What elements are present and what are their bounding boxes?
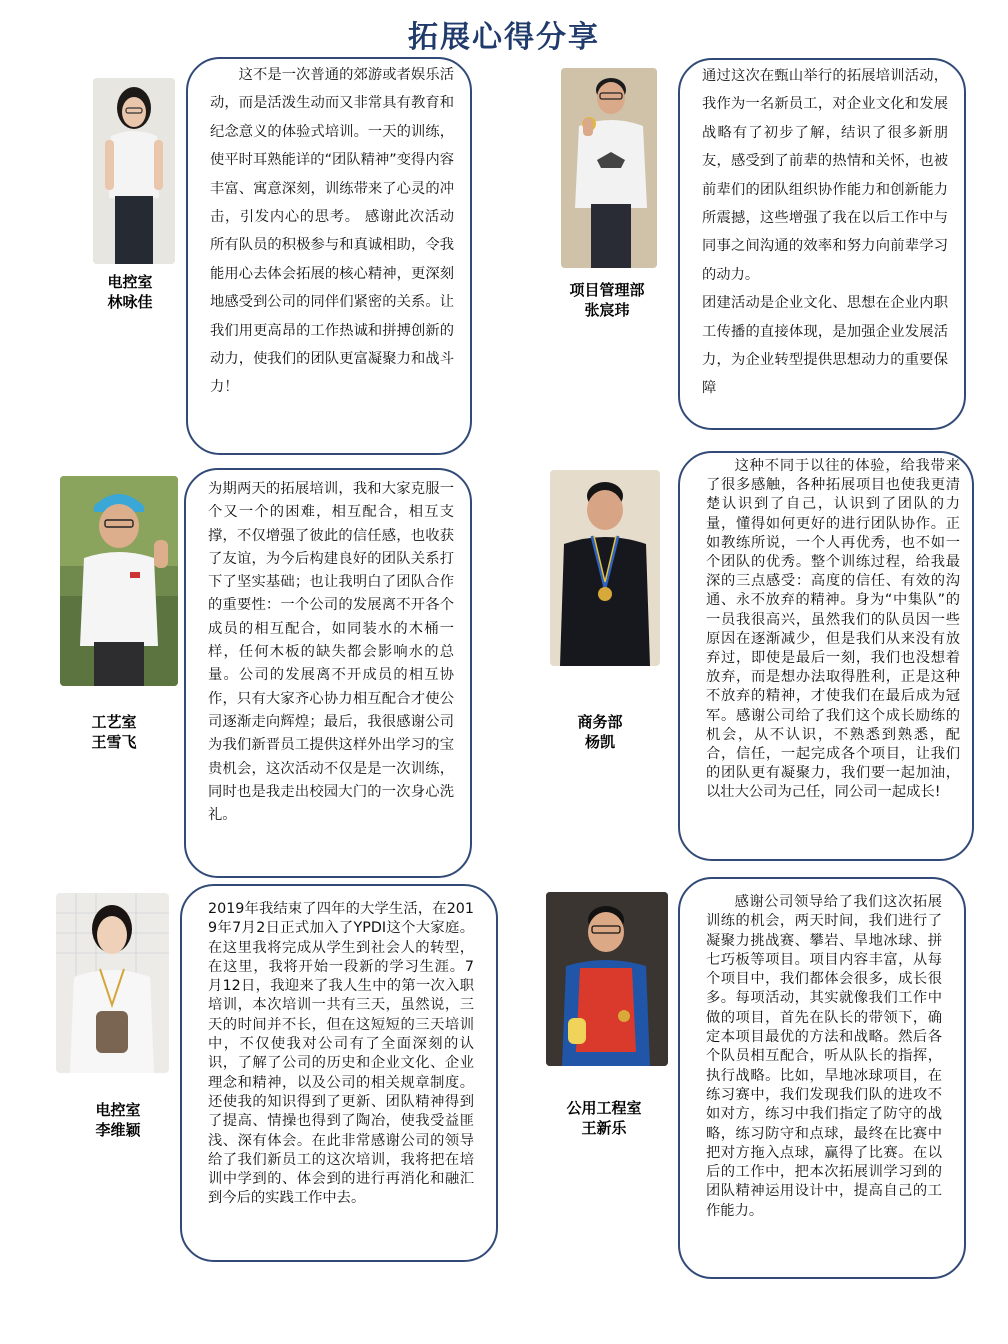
testimonial-bubble-lin-yongjia [186, 57, 472, 455]
department-label: 电控室 [107, 273, 153, 291]
person-name: 杨凯 [584, 733, 615, 751]
page-title: 拓展心得分享 [408, 20, 600, 55]
caption-li-weiying [66, 1100, 170, 1140]
person-name: 王雪飞 [91, 733, 137, 751]
person-name: 张宸玮 [584, 301, 630, 319]
caption-zhang-chenwei [552, 280, 662, 320]
testimonial-bubble-li-weiying [180, 884, 498, 1262]
testimonial-bubble-zhang-chenwei [678, 58, 966, 430]
person-name: 林咏佳 [107, 293, 153, 311]
portrait-photo-li-weiying [56, 893, 169, 1073]
person-name: 王新乐 [581, 1119, 627, 1137]
department-label: 电控室 [95, 1101, 141, 1119]
testimonial-paragraph: 为期两天的拓展培训，我和大家克服一个又一个的困难，相互配合，相互支撑，不仅增强了彼此的信任感，也收获了友谊，为今后构建良好的团队关系打下了坚实基础；也让我明白了团队合作的重要性：一个公司的发展离不开各个成员的相互配合，如同装水的木桶一样，任何木板的缺失都会影响水的总量。公司的发展离不开成员的相互协作，只有大家齐心协力相互配合才使公司逐渐走向辉煌；最后，我很感谢公司为我们新晋员工提供这样外出学习的宝贵机会，这次活动不仅是是一次训练，同时也是我走出校园大门的一次身心洗礼。 [208, 481, 454, 824]
department-label: 商务部 [577, 713, 623, 731]
portrait-photo-wang-xuefei [60, 476, 178, 686]
department-label: 项目管理部 [569, 281, 645, 299]
caption-wang-xinle [552, 1098, 656, 1138]
portrait-photo-zhang-chenwei [561, 68, 657, 268]
testimonial-bubble-wang-xinle [678, 877, 966, 1279]
department-label: 工艺室 [91, 713, 137, 731]
testimonial-paragraph: 感谢公司领导给了我们这次拓展训练的机会，两天时间，我们进行了凝聚力挑战赛、攀岩、旱地冰球、拼七巧板等项目。项目内容丰富，从每个项目中，我们都体会很多，成长很多。每项活动，其实就像我们工作中做的项目，首先在队长的带领下，确定本项目最优的方法和战略。然后各个队员相互配合，听从队长的指挥，执行战略。比如，旱地冰球项目，在练习赛中，我们发现我们队的进攻不如对方，练习中我们指定了防守的战略，练习防守和点球，最终在比赛中把对方拖入点球，赢得了比赛。在以后的工作中，把本次拓展训学习到的团队精神运用设计中，提高自己的工作能力。 [706, 894, 942, 1219]
testimonial-bubble-yang-kai [678, 451, 974, 861]
testimonial-paragraph: 团建活动是企业文化、思想在企业内职工传播的直接体现，是加强企业发展活力，为企业转型提供思想动力的重要保障 [702, 295, 948, 397]
portrait-photo-wang-xinle [546, 892, 668, 1066]
caption-lin-yongjia [78, 272, 182, 312]
testimonial-paragraph: 这不是一次普通的郊游或者娱乐活动，而是活泼生动而又非常具有教育和纪念意义的体验式培训。一天的训练，使平时耳熟能详的“团队精神”变得内容丰富、寓意深刻，训练带来了心灵的冲击，引发内心的思考。 感谢此次活动所有队员的积极参与和真诚相助，令我能用心去体会拓展的核心精神，更深刻地感受到公司的同伴们紧密的关系。让我们用更高昂的工作热诚和拼搏创新的动力，使我们的团队更富凝聚力和战斗力！ [210, 67, 454, 396]
portrait-photo-lin-yongjia [93, 78, 175, 264]
caption-yang-kai [552, 712, 648, 752]
testimonial-paragraph: 2019年我结束了四年的大学生活，在2019年7月2日正式加入了YPDI这个大家庭。在这里我将完成从学生到社会人的转型，在这里，我将开始一段新的学习生涯。7月12日，我迎来了我人生中的第一次入职培训，本次培训一共有三天，虽然说，三天的时间并不长，但在这短短的三天培训中，不仅使我对公司有了全面深刻的认识，了解了公司的历史和企业文化、企业理念和精神，以及公司的相关规章制度。还使我的知识得到了更新、团队精神得到了提高、情操也得到了陶冶，使我受益匪浅、深有体会。在此非常感谢公司的领导给了我们新员工的这次培训，我将把在培训中学到的、体会到的进行再消化和融汇到今后的实践工作中去。 [208, 901, 474, 1207]
caption-wang-xuefei [62, 712, 166, 752]
department-label: 公用工程室 [566, 1099, 642, 1117]
portrait-photo-yang-kai [550, 470, 660, 666]
testimonial-paragraph: 这种不同于以往的体验，给我带来了很多感触，各种拓展项目也使我更清楚认识到了自己，认识到了团队的力量，懂得如何更好的进行团队协作。正如教练所说，一个人再优秀，也不如一个团队的优秀。整个训练过程，给我最深的三点感受：高度的信任、有效的沟通、永不放弃的精神。身为“中集队”的一员我很高兴，虽然我们的队员因一些原因在逐渐减少，但是我们从来没有放弃过，即使是最后一刻，我们也没想着放弃，而是想办法取得胜利，正是这种不放弃的精神，才使我们在最后成为冠军。感谢公司给了我们这个成长励练的机会，从不认识，不熟悉到熟悉，配合，信任，一起完成各个项目，让我们的团队更有凝聚力，我们要一起加油，以壮大公司为己任，同公司一起成长! [706, 458, 960, 801]
testimonial-bubble-wang-xuefei [184, 468, 472, 878]
testimonial-paragraph: 通过这次在甄山举行的拓展培训活动，我作为一名新员工，对企业文化和发展战略有了初步了解，结识了很多新朋友，感受到了前辈的热情和关怀，也被前辈们的团队组织协作能力和创新能力所震撼，这些增强了我在以后工作中与同事之间沟通的效率和努力向前辈学习的动力。 [702, 68, 948, 283]
person-name: 李维颖 [95, 1121, 141, 1139]
